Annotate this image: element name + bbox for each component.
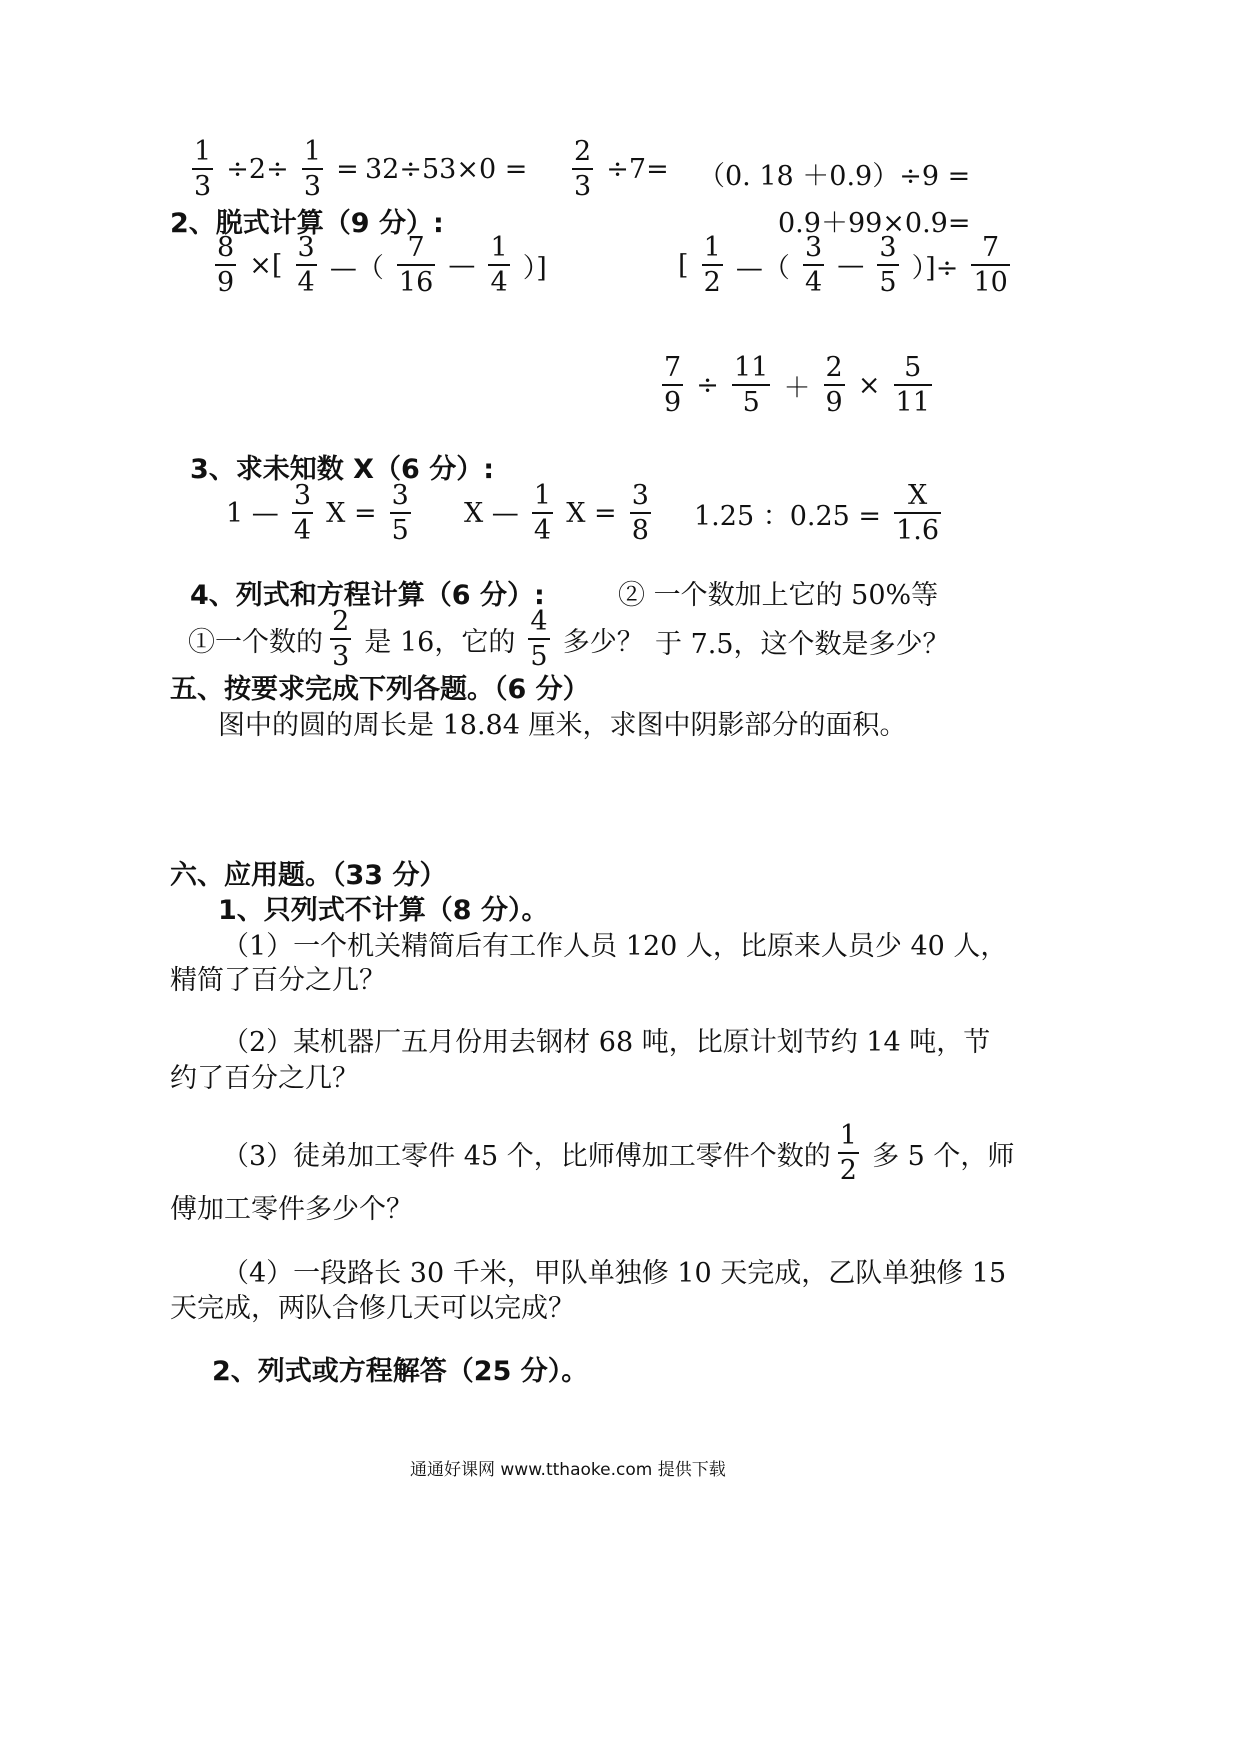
fraction: $\frac{3}{4}$ (293, 480, 312, 546)
problem-1-line1: （1）一个机关精简后有工作人员 120 人，比原来人员少 40 人， (222, 931, 1008, 962)
calc-row1-expr4: （0. 18 ＋0.9）÷9 = (698, 161, 971, 192)
section-6-heading: 六、应用题。（33 分） (170, 860, 447, 891)
fraction: $\frac{2}{9}$ (825, 352, 843, 418)
fraction: $\frac{7}{10}$ (973, 232, 1008, 298)
problem-3-line1: （3）徒弟加工零件 45 个，比师傅加工零件个数的 $\frac{1}{2}$ 多 5 个，师 (222, 1120, 1015, 1186)
section-6-sub2: 2、列式或方程解答（25 分）。 (212, 1356, 589, 1387)
fraction: $\frac{1}{2}$ (839, 1120, 857, 1186)
page-footer: 通通好课网 www.tthaoke.com 提供下载 (410, 1460, 726, 1480)
fraction: $\frac{7}{9}$ (664, 352, 682, 418)
fraction: $\frac{3}{5}$ (391, 480, 409, 546)
fraction: $\frac{1}{3}$ (303, 136, 321, 202)
problem-3-line2: 傅加工零件多少个？ (170, 1194, 413, 1225)
problem-4-line1: （4）一段路长 30 千米，甲队单独修 10 天完成，乙队单独修 15 (222, 1258, 1007, 1289)
calc-row1-expr1: $\frac{1}{3}$ ÷2÷ $\frac{1}{3}$ = (194, 136, 359, 202)
problem-2-line1: （2）某机器厂五月份用去钢材 68 吨，比原计划节约 14 吨，节 (222, 1027, 991, 1058)
equation-1: 1 — $\frac{3}{4}$ X = $\frac{3}{5}$ (226, 480, 409, 546)
fraction: $\frac{1}{4}$ (533, 480, 552, 546)
problem-2-line2: 约了百分之几？ (170, 1063, 359, 1094)
stepwise-expr3: $\frac{7}{9}$ ÷ $\frac{11}{5}$ ＋ $\frac{2}{9}$ × $\frac{5}{11}$ (664, 352, 930, 418)
fraction: $\frac{5}{11}$ (895, 352, 930, 418)
section-6-sub1: 1、只列式不计算（8 分）。 (218, 895, 549, 926)
fraction: $\frac{11}{5}$ (734, 352, 769, 418)
question-1: ①一个数的 $\frac{2}{3}$ 是 16，它的 $\frac{4}{5}$ 多少？ (188, 606, 644, 672)
fraction: $\frac{1}{3}$ (194, 136, 212, 202)
section-2-heading: 2、脱式计算（9 分）: (170, 208, 444, 239)
fraction: $\frac{4}{5}$ (530, 606, 548, 672)
fraction: $\frac{8}{9}$ (217, 232, 235, 298)
fraction: $\frac{7}{16}$ (398, 232, 434, 298)
stepwise-expr2: [ $\frac{1}{2}$ —（ $\frac{3}{4}$ — $\frac{3}{5}$ ）]÷ $\frac{7}{10}$ (678, 232, 1008, 298)
fraction: $\frac{1}{4}$ (490, 232, 508, 298)
section-2-aside-expr: 0.9＋99×0.9= (778, 208, 971, 239)
question-2-line1: ② 一个数加上它的 50%等 (618, 580, 939, 611)
fraction: $\frac{3}{4}$ (805, 232, 823, 298)
section-3-heading: 3、求未知数 X（6 分）: (190, 454, 494, 485)
section-5-text: 图中的圆的周长是 18.84 厘米，求图中阴影部分的面积。 (218, 710, 907, 741)
problem-1-line2: 精简了百分之几？ (170, 965, 386, 996)
calc-row1-expr3: $\frac{2}{3}$ ÷7= (574, 136, 669, 202)
section-4-heading: 4、列式和方程计算（6 分）: (190, 580, 545, 611)
stepwise-expr1: $\frac{8}{9}$ ×[ $\frac{3}{4}$ —（ $\frac{7}{16}$ — $\frac{1}{4}$ ）] (217, 232, 547, 298)
equation-3: 1.25 ：0.25 = $\frac{X}{1.6}$ (694, 480, 940, 546)
fraction: $\frac{3}{4}$ (297, 232, 315, 298)
fraction: $\frac{X}{1.6}$ (896, 480, 940, 546)
fraction: $\frac{3}{8}$ (631, 480, 649, 546)
fraction: $\frac{2}{3}$ (332, 606, 350, 672)
fraction: $\frac{2}{3}$ (574, 136, 592, 202)
equation-2: X — $\frac{1}{4}$ X = $\frac{3}{8}$ (464, 480, 649, 546)
problem-4-line2: 天完成，两队合修几天可以完成？ (170, 1293, 575, 1324)
calc-row1-expr2: 32÷53×0 = (365, 154, 528, 185)
fraction: $\frac{1}{2}$ (703, 232, 721, 298)
section-5-heading: 五、按要求完成下列各题。（6 分） (170, 674, 590, 705)
fraction: $\frac{3}{5}$ (879, 232, 897, 298)
question-2-line2: 于 7.5，这个数是多少？ (655, 629, 950, 660)
